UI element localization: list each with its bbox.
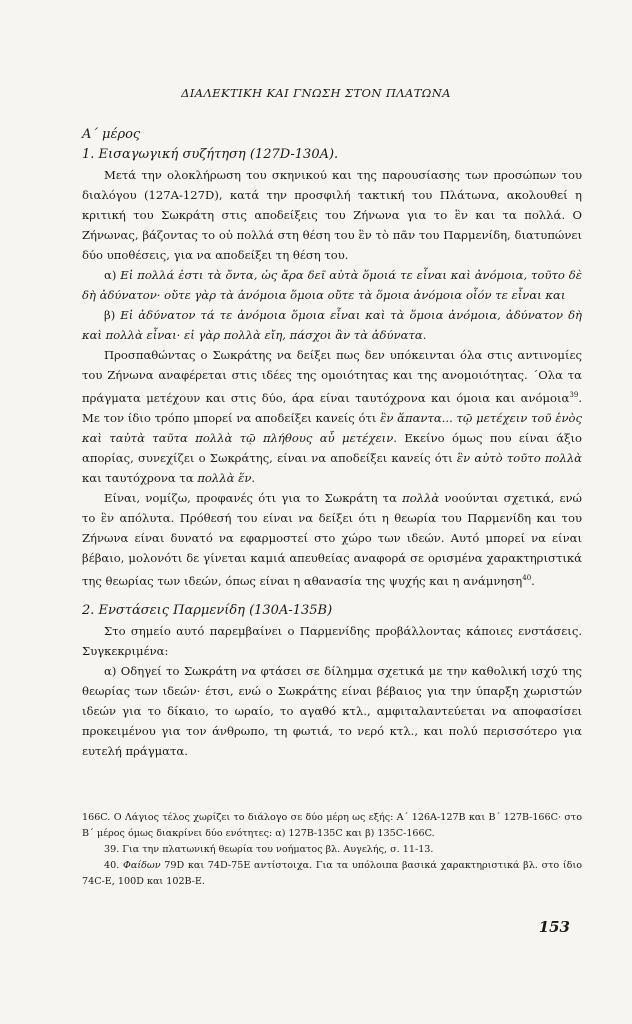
footnote-40 [82, 858, 582, 890]
paragraph: Μετά την ολοκλήρωση του σκηνικού και της παρουσίασης των προσώπων του διαλόγου (127Α-127D), κατά την προσφιλή τακτική του Πλάτωνα, ακολουθεί η κριτική του Σωκράτη στις αποδείξεις του Ζήνωνα για το ἓν και τα πολλά. Ο Ζήνωνας, βάζοντας το οὐ πολλά στη θέση του ἓν τὸ πᾶν του Παρμενίδη, διατυπώνει δύο υποθέσεις, για να αποδείξει τη θέση του. [82, 168, 582, 262]
footnote-continued: 166C. Ο Λάγιος τέλος χωρίζει το διάλογο σε δύο μέρη ως εξής: Α΄ 126Α-127Β και Β΄ 127Β-166C· στο Β΄ μέρος όμως διακρίνει δύο ενότητες: α) 127Β-135C και β) 135C-166C. [82, 812, 582, 839]
footnote-ref-40: 40 [522, 573, 532, 582]
text-run: Είναι, νομίζω, προφανές ότι για το Σωκράτη τα [104, 490, 403, 505]
page-number: 153 [538, 918, 570, 936]
footnote-ref-39: 39 [569, 391, 579, 399]
greek-quote: ἓν ἅπαντα... τῷ μετέχειν τοῦ ἑνὸς καὶ ταὐτὰ ταῦτα πολλὰ τῷ πλήθους αὖ μετέχειν [82, 410, 582, 445]
greek-word: πολλὰ [402, 490, 440, 505]
hypothesis-b [82, 305, 582, 345]
running-header: ΔΙΑΛΕΚΤΙΚΗ ΚΑΙ ΓΝΩΣΗ ΣΤΟΝ ΠΛΑΤΩΝΑ [181, 86, 451, 100]
section2-title: 2. Ενστάσεις Παρμενίδη (130Α-135Β) [82, 602, 333, 618]
text-run: . Εκείνο όμως που είναι άξιο απορίας, συνεχίζει ο Σωκράτης, είναι να αποδείξει κανείς ότι [82, 430, 582, 465]
section1-title: 1. Εισαγωγική συζήτηση (127D-130A). [82, 147, 339, 162]
hypothesis-a-text: Εἰ πολλά ἐστι τὰ ὄντα, ὡς ἄρα δεῖ αὐτὰ ὅμοιά τε εἶναι καὶ ἀνόμοια, τοῦτο δὲ δὴ ἀδύνατον· οὔτε γὰρ τὰ ἀνόμοια ὅμοια οὔτε τὰ ὅμοια ἀνόμοια οἷόν τε εἶναι και [82, 268, 583, 302]
hypothesis-a [82, 265, 582, 305]
text-run: . [531, 573, 535, 588]
text-run: 79D και 74D-75Ε αντίστοιχα. Για τα υπόλοιπα βασικά χαρακτηριστικά βλ. στο ίδιο 74C-E, 100D και 102Β-Ε. [82, 860, 582, 887]
hypothesis-b-text: Εἰ ἀδύνατον τά τε ἀνόμοια ὅμοια εἶναι καὶ τὰ ὅμοια ἀνόμοια, ἀδύνατον δὴ καὶ πολλὰ εἶναι· εἰ γὰρ πολλὰ εἴη, πάσχοι ἂν τὰ ἀδύνατα. [82, 308, 582, 342]
paragraph: Στο σημείο αυτό παρεμβαίνει ο Παρμενίδης προβάλλοντας κάποιες ενστάσεις. Συγκεκριμένα: [82, 623, 582, 658]
text-run: . Με τον ίδιο τρόπο μπορεί να αποδείξει κανείς ότι [82, 390, 582, 425]
footnote-number: 40. [104, 860, 120, 871]
footnotes [82, 810, 582, 890]
text-run: . [251, 470, 256, 485]
greek-quote: ἓν αὐτὸ τοῦτο πολλὰ [456, 450, 582, 465]
greek-quote: πολλὰ ἕν [197, 470, 252, 485]
paragraph [82, 345, 582, 488]
paragraph [82, 488, 582, 591]
hypothesis-a-label: α) [104, 268, 117, 282]
part-heading: Α΄ μέρος [82, 127, 141, 142]
text-run: νοούνται σχετικά, ενώ το ἓν απόλυτα. Πρόθεσή του είναι να δείξει ότι η θεωρία του Παρμενίδη και του Ζήνωνα είναι δυνατό να εφαρμοστεί στο χώρο των ιδεών. Αυτό μπορεί να είναι βέβαιο, μολονότι δε γίνεται καμιά απευθείας αναφορά σε ορισμένα χαρακτηριστικά της θεωρίας των ιδεών, όπως είναι η αθανασία της ψυχής και η ανάμνηση [82, 490, 583, 588]
text-run: και ταυτόχρονα τα [82, 470, 198, 485]
paragraph: α) Οδηγεί το Σωκράτη να φτάσει σε δίλημμα σχετικά με την καθολική ισχύ της θεωρίας των ιδεών· έτσι, ενώ ο Σωκράτης είναι βέβαιος για την ύπαρξη χωριστών ιδεών για το δίκαιο, το ωραίο, το αγαθό κτλ., αμφιταλαντεύεται να αποφασίσει προκειμένου για τον άνθρωπο, τη φωτιά, το νερό κτλ., και πολύ περισσότερο για ευτελή πράγματα. [82, 663, 582, 758]
work-title: Φαίδων [122, 860, 161, 871]
footnote-39: 39. Για την πλατωνική θεωρία του νοήματος βλ. Αυγελής, σ. 11-13. [104, 844, 434, 855]
main-text [82, 125, 582, 761]
text-run: Προσπαθώντας ο Σωκράτης να δείξει πως δεν υπόκεινται όλα στις αντινομίες του Ζήνωνα αναφέρεται στις ιδέες της ομοιότητας και της ανομοιότητας. ΄Ολα τα πράγματα μετέχουν και στις δύο, άρα είναι ταυτόχρονα και όμοια και ανόμοια [82, 348, 582, 405]
hypothesis-b-label: β) [104, 308, 116, 322]
